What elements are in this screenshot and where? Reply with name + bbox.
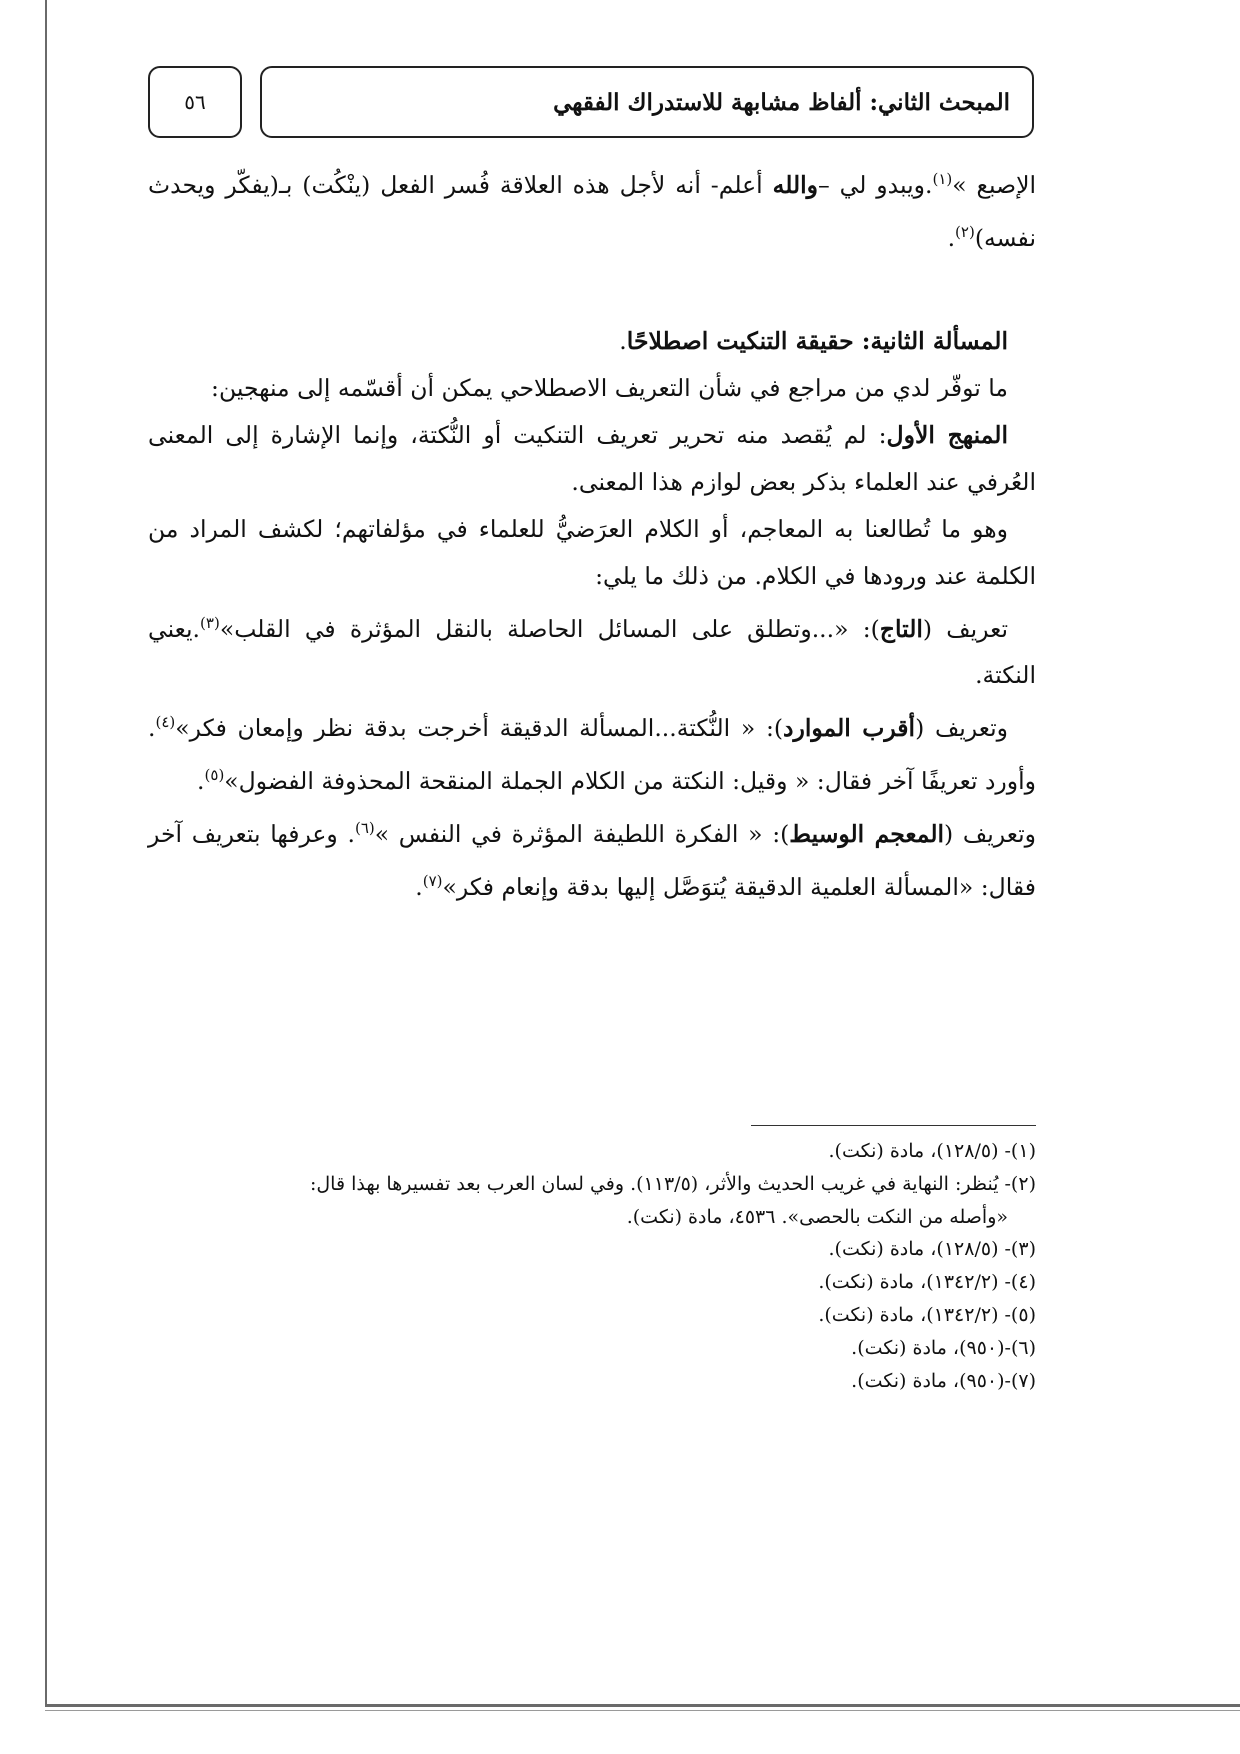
paragraph: [148, 805, 1036, 911]
text-run: ): « الفكرة اللطيفة المؤثرة في النفس »: [374, 819, 790, 848]
footnote-ref: (٣): [200, 613, 220, 632]
footnote-ref: (٢): [955, 222, 975, 241]
bold-term: التاج: [879, 614, 923, 643]
running-header-title: المبحث الثاني: ألفاظ مشابهة للاستدراك الفقهي: [553, 88, 1010, 116]
text-run: .: [197, 767, 205, 796]
text-run: . وأورد تعريفًا آخر فقال: « وقيل: النكتة من الكلام الجملة المنقحة المحذوفة الفضول»: [148, 714, 1036, 796]
footnote-ref: (٤): [155, 713, 176, 732]
paragraph: [148, 318, 1036, 365]
text-run: وهو ما تُطالعنا به المعاجم، أو الكلام العرَضيُّ للعلماء في مؤلفاتهم؛ لكشف المراد من الكلمة عند ورودها في الكلام. من ذلك ما يلي:: [148, 514, 1036, 590]
text-run: تعريف (: [922, 614, 1008, 643]
text-run: .ويبدو لي –: [818, 170, 933, 199]
bold-term: المسألة الثانية: حقيقة التنكيت اصطلاحًا: [626, 326, 1008, 355]
page-frame-bottom-shadow: [45, 1710, 1240, 1711]
bold-term: المنهج الأول: [886, 420, 1008, 449]
text-run: : لم يُقصد منه تحرير تعريف التنكيت أو النُّكتة، وإنما الإشارة إلى المعنى العُرفي عند العلماء بذكر بعض لوازم هذا المعنى.: [148, 420, 1036, 496]
paragraph: [148, 365, 1036, 412]
text-run: وتعريف (: [944, 819, 1036, 848]
text-run: وتعريف (: [915, 714, 1009, 743]
paragraph: [148, 156, 1036, 262]
text-run: أعلم- أنه لأجل هذه العلاقة فُسر الفعل (ينْكُت) بـ(يفكّر ويحدث نفسه): [148, 170, 1036, 252]
footnote-ref: (٧): [422, 871, 443, 890]
footnote: (٢)- يُنظر: النهاية في غريب الحديث والأثر، (١١٣/٥). وفي لسان العرب بعد تفسيرها بهذا قال:: [309, 1172, 1036, 1195]
footnote-ref: (٦): [354, 819, 375, 838]
footnote-ref: (٥): [204, 766, 225, 785]
text-run: . وعرفها بتعريف آخر فقال: «المسألة العلمية الدقيقة يُتوَصَّل إليها بدقة وإنعام فكر»: [148, 819, 1036, 901]
text-run: .: [619, 326, 627, 355]
text-run: ما توفّر لدي من مراجع في شأن التعريف الاصطلاحي يمكن أن أقسّمه إلى منهجين:: [211, 373, 1008, 402]
footnote: (٣)- (١٢٨/٥)، مادة (نكت).: [828, 1238, 1036, 1261]
footnote-ref: (١): [932, 170, 953, 188]
footnote: (٦)-(٩٥٠)، مادة (نكت).: [851, 1336, 1036, 1359]
page-frame-bottom-border: [45, 1704, 1240, 1707]
text-run: .: [415, 872, 423, 901]
paragraph: [148, 699, 1036, 805]
paragraph: [148, 412, 1036, 506]
bold-term: المعجم الوسيط: [789, 819, 945, 848]
paragraph: [148, 506, 1036, 600]
text-run: الإصبع »: [952, 170, 1036, 199]
footnote-separator: [751, 1125, 1036, 1126]
footnotes: [148, 1135, 1036, 1397]
main-text: [148, 156, 1036, 911]
page-number: ٥٦: [184, 90, 206, 114]
text-run: ): « النُّكتة...المسألة الدقيقة أخرجت بدقة نظر وإمعان فكر»: [175, 714, 784, 743]
running-header-box: [260, 66, 1034, 138]
footnote: (٧)-(٩٥٠)، مادة (نكت).: [851, 1369, 1036, 1392]
text-run: .يعني النكتة.: [148, 614, 1036, 690]
footnote: (٤)- (١٣٤٢/٢)، مادة (نكت).: [818, 1271, 1036, 1294]
bold-term: أقرب الموارد: [783, 714, 916, 743]
bold-term: والله: [772, 170, 819, 199]
page-number-box: [148, 66, 242, 138]
footnote: (١)- (١٢٨/٥)، مادة (نكت).: [828, 1140, 1036, 1162]
text-run: .: [947, 223, 956, 252]
paragraph: [148, 600, 1036, 700]
footnote: (٥)- (١٣٤٢/٢)، مادة (نكت).: [818, 1303, 1036, 1326]
page-frame-left-border: [45, 0, 47, 1706]
footnote: «وأصله من النكت بالحصى». ٤٥٣٦، مادة (نكت).: [626, 1205, 1008, 1228]
text-run: ): «...وتطلق على المسائل الحاصلة بالنقل المؤثرة في القلب»: [219, 614, 880, 643]
